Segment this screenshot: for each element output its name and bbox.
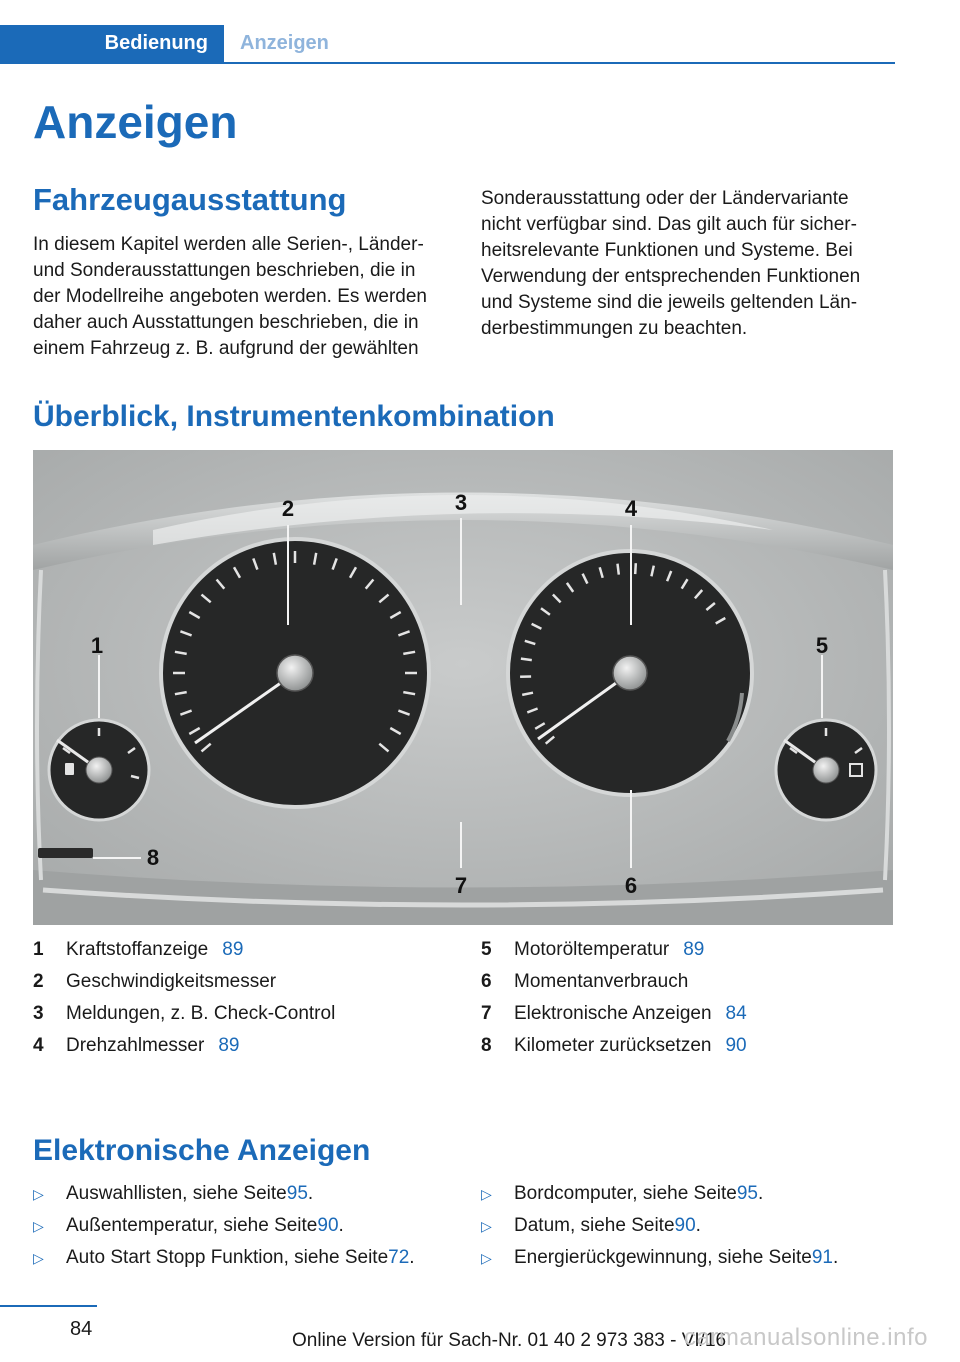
legend-number: 5 bbox=[481, 939, 492, 960]
page-reference-link[interactable]: 89 bbox=[222, 939, 244, 960]
bullet-list-left bbox=[33, 1178, 415, 1274]
watermark: carmanualsonline.info bbox=[684, 1324, 928, 1351]
legend-column-right bbox=[481, 934, 747, 1062]
page-reference-link[interactable]: 89 bbox=[218, 1035, 240, 1056]
legend-label: Elektronische Anzeigen bbox=[514, 1003, 712, 1024]
fuel-gauge bbox=[49, 720, 149, 820]
list-item-text: Bordcomputer, siehe Seite bbox=[514, 1183, 737, 1204]
triangle-bullet-icon: ▷ bbox=[33, 1185, 44, 1202]
legend-item bbox=[481, 966, 747, 998]
legend-item bbox=[33, 966, 335, 998]
legend-number: 4 bbox=[33, 1035, 44, 1056]
legend-label: Momentanverbrauch bbox=[514, 971, 689, 992]
gauge-tick bbox=[618, 564, 619, 575]
callout-6: 6 bbox=[624, 873, 638, 898]
bullet-list-right bbox=[481, 1178, 838, 1274]
list-item bbox=[33, 1242, 415, 1274]
legend-column-left bbox=[33, 934, 335, 1062]
legend-label: Meldungen, z. B. Check-Control bbox=[66, 1003, 336, 1024]
legend-item bbox=[481, 1030, 747, 1062]
list-item bbox=[33, 1210, 415, 1242]
paragraph-right: Sonderausstattung oder der Ländervariante nicht verfügbar sind. Das gilt auch für sicherheitsrelevante Funktionen und Systeme. Bei Verwendung der entsprechenden Funktionen und Systeme sind die jeweils geltenden Länderbestimmungen zu beachten. bbox=[481, 188, 861, 339]
legend-number: 3 bbox=[33, 1003, 44, 1024]
list-item-end: . bbox=[307, 1183, 314, 1204]
legend-item bbox=[33, 998, 335, 1030]
legend-item bbox=[33, 934, 335, 966]
legend-label: Kraftstoffanzeige bbox=[66, 939, 209, 960]
list-item-text: Außentemperatur, siehe Seite bbox=[66, 1215, 318, 1236]
legend-label: Kilometer zurücksetzen bbox=[514, 1035, 712, 1056]
legend-item bbox=[33, 1030, 335, 1062]
page-reference-link[interactable]: 72 bbox=[388, 1247, 410, 1268]
list-item-text: Datum, siehe Seite bbox=[514, 1215, 675, 1236]
speedometer-gauge bbox=[161, 539, 429, 807]
section-heading-elektronische-anzeigen: Elektronische Anzeigen bbox=[33, 1134, 371, 1167]
list-item-end: . bbox=[338, 1215, 344, 1236]
trip-reset-display bbox=[38, 848, 93, 858]
page-reference-link[interactable]: 95 bbox=[286, 1183, 308, 1204]
list-item-end: . bbox=[695, 1215, 701, 1236]
legend-label: Motoröltemperatur bbox=[514, 939, 670, 960]
callout-2: 2 bbox=[281, 496, 295, 521]
page-reference-link[interactable]: 84 bbox=[725, 1003, 747, 1024]
list-item bbox=[33, 1178, 415, 1210]
page-number: 84 bbox=[70, 1318, 93, 1340]
page-reference-link[interactable]: 90 bbox=[317, 1215, 339, 1236]
page-reference-link[interactable]: 95 bbox=[736, 1183, 758, 1204]
list-item-end: . bbox=[833, 1247, 839, 1268]
list-item-end: . bbox=[409, 1247, 415, 1268]
footer-rule bbox=[0, 1305, 97, 1307]
list-item-text: Energierückgewinnung, siehe Seite bbox=[514, 1247, 812, 1268]
tab-bedienung[interactable] bbox=[0, 25, 224, 62]
legend-number: 1 bbox=[33, 939, 44, 960]
legend-number: 7 bbox=[481, 1003, 492, 1024]
triangle-bullet-icon: ▷ bbox=[33, 1249, 44, 1266]
instrument-cluster-figure bbox=[33, 450, 893, 925]
paragraph-left: In diesem Kapitel werden alle Serien-, Länder- und Sonderausstattungen beschrieben, die in der Modellreihe angeboten werden. Es werden daher auch Ausstattungen beschrieben, die in einem Fahrzeug z. B. aufgrund der gewählten bbox=[33, 234, 427, 359]
triangle-bullet-icon: ▷ bbox=[481, 1217, 492, 1234]
list-item bbox=[481, 1178, 838, 1210]
legend-item bbox=[481, 998, 747, 1030]
tab-anzeigen[interactable] bbox=[240, 25, 329, 62]
callout-8: 8 bbox=[146, 845, 160, 870]
online-version-note: Online Version für Sach-Nr. 01 40 2 973 383 - VI/16 bbox=[292, 1330, 727, 1351]
triangle-bullet-icon: ▷ bbox=[481, 1249, 492, 1266]
callout-4: 4 bbox=[624, 496, 638, 521]
callout-3: 3 bbox=[454, 490, 468, 515]
header-bar bbox=[0, 25, 895, 64]
callout-5: 5 bbox=[815, 633, 829, 658]
section-heading-ueberblick: Überblick, Instrumentenkombination bbox=[33, 400, 555, 433]
page-reference-link[interactable]: 89 bbox=[683, 939, 705, 960]
legend-number: 2 bbox=[33, 971, 44, 992]
list-item-text: Auswahllisten, siehe Seite bbox=[66, 1183, 287, 1204]
callout-1: 1 bbox=[90, 633, 104, 658]
page-reference-link[interactable]: 90 bbox=[725, 1035, 747, 1056]
triangle-bullet-icon: ▷ bbox=[481, 1185, 492, 1202]
legend-label: Drehzahlmesser bbox=[66, 1035, 205, 1056]
gauge-tick bbox=[635, 563, 636, 574]
gauge-tick bbox=[521, 659, 532, 661]
list-item-text: Auto Start Stopp Funktion, siehe Seite bbox=[66, 1247, 389, 1268]
tab-bedienung-label: Bedienung bbox=[104, 32, 208, 54]
oil-temperature-gauge bbox=[776, 720, 876, 820]
legend-number: 6 bbox=[481, 971, 492, 992]
list-item bbox=[481, 1210, 838, 1242]
page-reference-link[interactable]: 91 bbox=[811, 1247, 833, 1268]
page-reference-link[interactable]: 90 bbox=[674, 1215, 696, 1236]
legend-item bbox=[481, 934, 747, 966]
section-heading-fahrzeugausstattung: Fahrzeugausstattung bbox=[33, 182, 347, 217]
list-item bbox=[481, 1242, 838, 1274]
triangle-bullet-icon: ▷ bbox=[33, 1217, 44, 1234]
tab-anzeigen-label: Anzeigen bbox=[240, 32, 329, 54]
page-title: Anzeigen bbox=[33, 96, 238, 148]
list-item-end: . bbox=[758, 1183, 764, 1204]
callout-7: 7 bbox=[454, 873, 468, 898]
legend-number: 8 bbox=[481, 1035, 492, 1056]
legend-label: Geschwindigkeitsmesser bbox=[66, 971, 277, 992]
